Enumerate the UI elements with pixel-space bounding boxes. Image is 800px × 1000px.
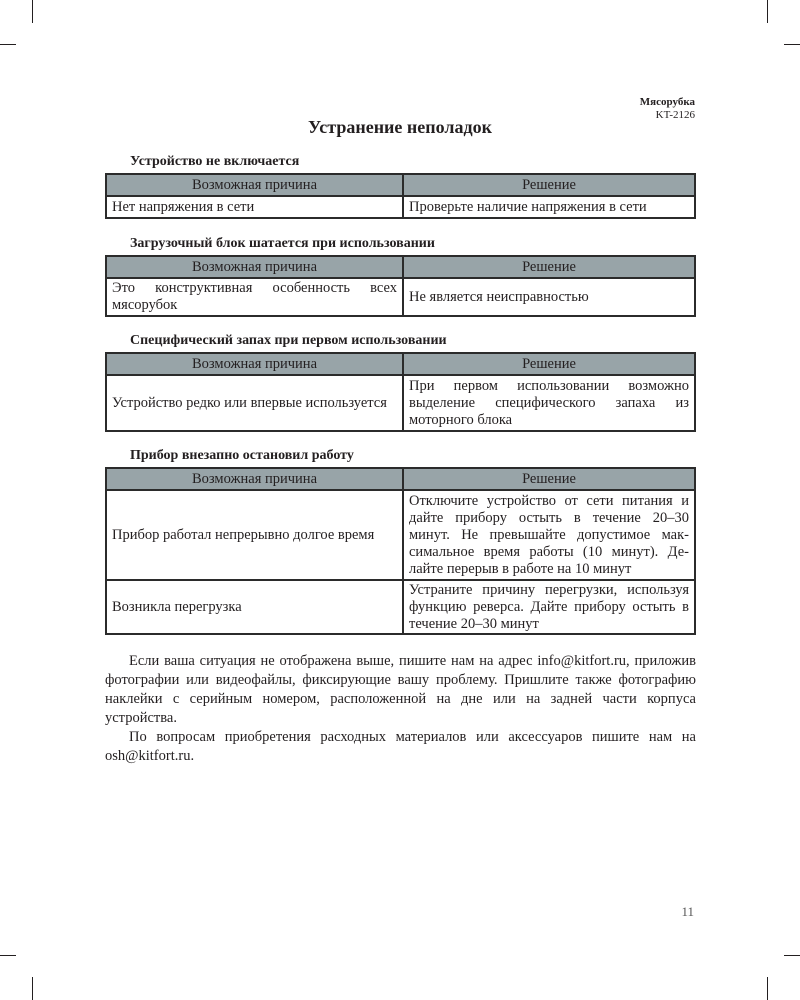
cause-cell: Нет напряжения в сети <box>106 196 403 218</box>
table-header-row <box>106 256 695 278</box>
product-name: Мясорубка <box>639 96 695 108</box>
table-header-row <box>106 353 695 375</box>
column-header-cause: Возможная причина <box>106 256 403 278</box>
accessories-paragraph: По вопросам приобретения расходных материалов или аксессуаров пишите нам на osh@kitfort.ru. <box>105 729 696 764</box>
troubleshooting-table <box>105 352 696 432</box>
troubleshooting-table <box>105 173 696 219</box>
crop-mark-bottom-right-horizontal <box>784 955 800 956</box>
table-row <box>106 278 695 316</box>
column-header-cause: Возможная причина <box>106 468 403 490</box>
table-row <box>106 375 695 431</box>
table-row <box>106 196 695 218</box>
solution-cell: Не является неисправностью <box>403 278 695 316</box>
column-header-solution: Решение <box>403 174 695 196</box>
solution-cell: Проверьте наличие напряжения в сети <box>403 196 695 218</box>
solution-cell: Устраните причину перегрузки, используя функцию реверса. Дайте прибору остыть в течение 20–30 минут <box>403 580 695 634</box>
cause-cell: Это конструктивная особенность всех мясорубок <box>106 278 403 316</box>
crop-mark-top-left-horizontal <box>0 44 16 45</box>
page-number: 11 <box>681 904 694 919</box>
cause-cell: Возникла перегрузка <box>106 580 403 634</box>
section-title: Специфический запах при первом использовании <box>130 333 447 348</box>
table-row <box>106 490 695 580</box>
section-title: Загрузочный блок шатается при использовании <box>130 236 435 251</box>
solution-cell: При первом использовании возможно выделение специфического запаха из моторного блока <box>403 375 695 431</box>
column-header-solution: Решение <box>403 468 695 490</box>
solution-cell: Отключите устройство от сети питания и дайте прибору остыть в течение 20–30 минут. Не превышайте допустимое максимальное время работы (10 минут). Делайте перерыв в работе на 10 минут <box>403 490 695 580</box>
column-header-solution: Решение <box>403 256 695 278</box>
support-paragraph: Если ваша ситуация не отображена выше, пишите нам на адрес info@kitfort.ru, приложив фотографии или видеофайлы, фиксирующие вашу проблему. Пришлите также фотографию наклейки с серийным номером, расположенной на дне или на задней части корпуса устройства. <box>105 653 696 726</box>
column-header-cause: Возможная причина <box>106 174 403 196</box>
cause-cell: Устройство редко или впервые используется <box>106 375 403 431</box>
column-header-solution: Решение <box>403 353 695 375</box>
section-title: Устройство не включается <box>130 154 300 169</box>
troubleshooting-table <box>105 467 696 635</box>
crop-mark-bottom-left-horizontal <box>0 955 16 956</box>
table-row <box>106 580 695 634</box>
column-header-cause: Возможная причина <box>106 353 403 375</box>
contact-info <box>105 652 696 766</box>
crop-mark-bottom-left-vertical <box>32 977 33 1000</box>
model-number: KT-2126 <box>655 109 695 121</box>
crop-mark-top-left-vertical <box>32 0 33 23</box>
crop-mark-bottom-right-vertical <box>767 977 768 1000</box>
page-title: Устранение неполадок <box>308 117 492 137</box>
cause-cell: Прибор работал непрерывно долгое время <box>106 490 403 580</box>
crop-mark-top-right-vertical <box>767 0 768 23</box>
section-title: Прибор внезапно остановил работу <box>130 448 354 463</box>
table-header-row <box>106 468 695 490</box>
crop-mark-top-right-horizontal <box>784 44 800 45</box>
table-header-row <box>106 174 695 196</box>
troubleshooting-table <box>105 255 696 317</box>
